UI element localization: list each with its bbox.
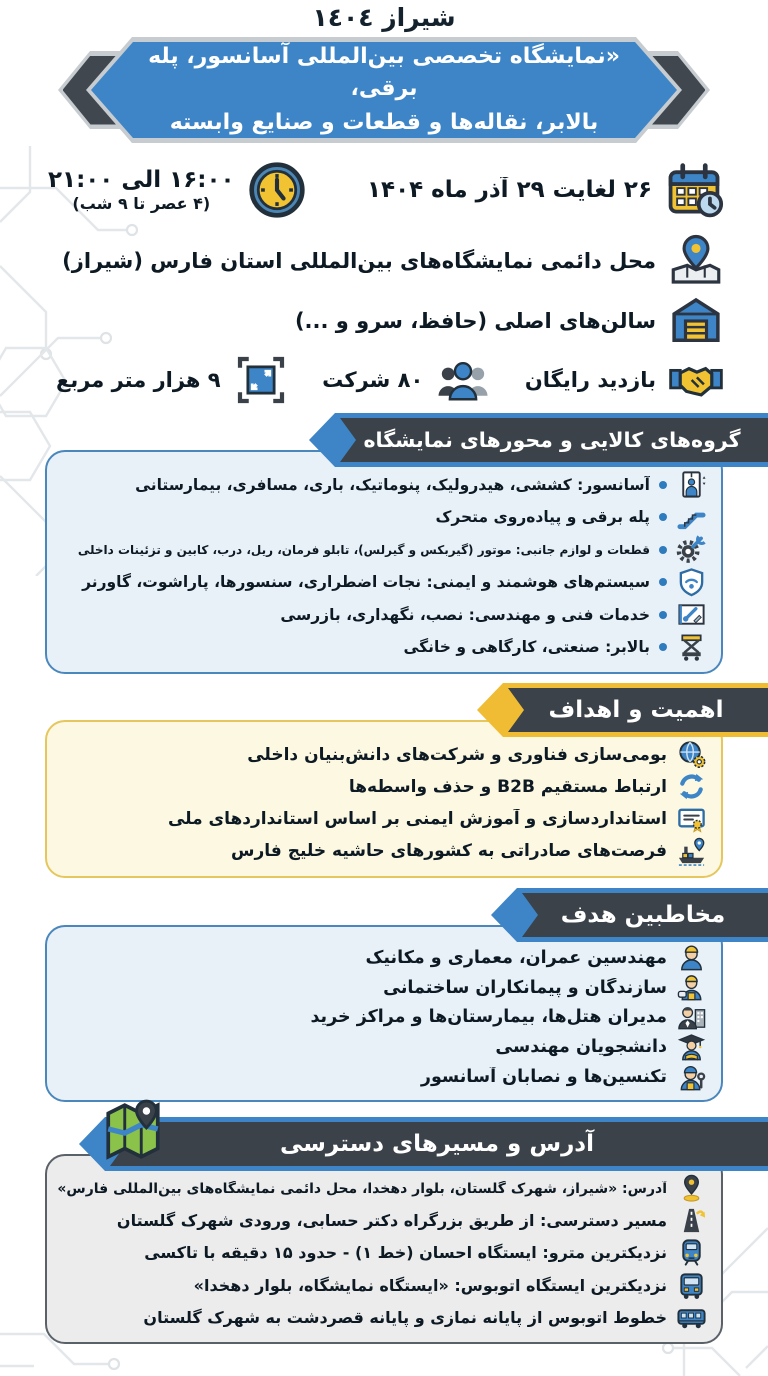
- page-title: شیراز ١٤٠٤: [312, 3, 456, 32]
- bullet-dot: [659, 481, 667, 489]
- list-item: [57, 1205, 707, 1236]
- list-item-text: بومی‌سازی فناوری و شرکت‌های دانش‌بنیان داخلی: [247, 744, 667, 765]
- free-visit-cluster: [525, 352, 724, 408]
- area-cluster: [56, 352, 289, 408]
- list-item: [57, 1062, 707, 1092]
- map-icon: [100, 1098, 166, 1164]
- list-item-text: نزدیکترین مترو: ایستگاه احسان (خط ۱) - حدود ۱۵ دقیقه با تاکسی: [144, 1243, 667, 1263]
- halls-cluster: [295, 293, 724, 349]
- time-cluster: [48, 160, 307, 220]
- list-item-text: مدیران هتل‌ها، بیمارستان‌ها و مراکز خرید: [310, 1007, 667, 1028]
- bullet-dot: [659, 578, 667, 586]
- export-ship-icon: [676, 836, 707, 867]
- scissor-lift-icon: [676, 632, 707, 663]
- technician-icon: [676, 1062, 707, 1093]
- halls-text: سالن‌های اصلی (حافظ، سرو و ...): [294, 309, 656, 333]
- student-icon: [676, 1032, 707, 1063]
- list-item-text: خدمات فنی و مهندسی: نصب، نگهداری، بازرسی: [280, 605, 650, 624]
- list-item-text: مسیر دسترسی: از طریق بزرگراه دکتر حسابی، ورودی شهرک گلستان: [116, 1211, 667, 1231]
- list-item-text: سیستم‌های هوشمند و ایمنی: نجات اضطراری، سنسورها، پاراشوت، گاورنر: [82, 573, 650, 592]
- bullet-dot: [659, 611, 667, 619]
- banner-title-line1: «نمایشگاه تخصصی بین‌المللی آسانسور، پله برقی،: [148, 44, 620, 101]
- area-text: ۹ هزار متر مربع: [56, 368, 221, 392]
- title-banner: [52, 37, 716, 143]
- list-item: [57, 1237, 707, 1268]
- elevator-icon: [676, 469, 707, 500]
- list-item-text: استانداردسازی و آموزش ایمنی بر اساس استانداردهای ملی: [167, 809, 667, 830]
- location-pin-icon: [668, 233, 724, 289]
- companies-icon: [435, 352, 491, 408]
- b2b-arrows-icon: [676, 771, 707, 802]
- list-item-text: پله برقی و پیاده‌روی متحرک: [435, 508, 650, 527]
- list-item: [57, 836, 707, 867]
- list-item-text: خطوط اتوبوس از پایانه نمازی و پایانه قصردشت به شهرک گلستان: [143, 1307, 667, 1327]
- list-item-text: قطعات و لوازم جانبی: موتور (گیربکس و گیرلس)، تابلو فرمان، ریل، درب، کابین و تزئینات داخلی: [77, 542, 650, 557]
- list-item-text: فرصت‌های صادراتی به کشورهای حاشیه خلیج فارس: [231, 841, 667, 862]
- list-item: [57, 567, 707, 598]
- companies-text: ۸۰ شرکت: [322, 368, 424, 392]
- section-header: [318, 418, 768, 462]
- list-item: [57, 599, 707, 630]
- list-item-text: مهندسین عمران، معماری و مکانیک: [365, 947, 667, 968]
- list-item: [57, 469, 707, 500]
- list-item-text: بالابر: صنعتی، کارگاهی و خانگی: [403, 638, 650, 657]
- list-item-text: تکنسین‌ها و نصابان آسانسور: [420, 1067, 667, 1088]
- venue-text: محل دائمی نمایشگاه‌های بین‌المللی استان فارس (شیراز): [62, 249, 656, 273]
- list-item: [57, 502, 707, 533]
- globe-gear-icon: [676, 739, 707, 770]
- clock-icon: [247, 160, 307, 220]
- metro-icon: [676, 1237, 707, 1268]
- warehouse-icon: [668, 293, 724, 349]
- list-item: [57, 771, 707, 802]
- list-item: [57, 1173, 707, 1204]
- bullet-dot: [659, 513, 667, 521]
- section-panel: [45, 1154, 723, 1344]
- list-item: [57, 1270, 707, 1301]
- list-item-text: دانشجویان مهندسی: [495, 1037, 667, 1058]
- time-text: ۱۶:۰۰ الی ۲۱:۰۰: [48, 167, 235, 193]
- section-panel: [45, 720, 723, 878]
- list-item-text: نزدیکترین ایستگاه اتوبوس: «ایستگاه نمایشگاه، بلوار دهخدا»: [193, 1275, 667, 1295]
- bus-icon: [676, 1270, 707, 1301]
- list-item: [57, 632, 707, 663]
- section-header: [486, 688, 768, 732]
- section-title: مخاطبین هدف: [560, 902, 726, 928]
- shield-icon: [676, 567, 707, 598]
- companies-cluster: [322, 352, 491, 408]
- section-panel: [45, 450, 723, 674]
- list-item: [57, 534, 707, 565]
- handshake-icon: [668, 352, 724, 408]
- list-item: [57, 1302, 707, 1333]
- pin-icon: [676, 1173, 707, 1204]
- list-item-text: ارتباط مستقیم B2B و حذف واسطه‌ها: [348, 776, 667, 797]
- bullet-dot: [659, 546, 667, 554]
- escalator-icon: [676, 502, 707, 533]
- list-item: [57, 804, 707, 835]
- list-item: [57, 943, 707, 973]
- contractor-icon: [676, 972, 707, 1003]
- section-header: [88, 1122, 768, 1166]
- banner-title-line2: بالابر، نقاله‌ها و قطعات و صنایع وابسته: [169, 110, 599, 135]
- gear-wrench-icon: [676, 534, 707, 565]
- certificate-icon: [676, 804, 707, 835]
- engineer-icon: [676, 942, 707, 973]
- list-item: [57, 973, 707, 1003]
- venue-cluster: [62, 233, 724, 289]
- time-note: (۴ عصر تا ۹ شب): [72, 194, 211, 213]
- section-title: گروه‌های کالایی و محورهای نمایشگاه: [363, 428, 741, 452]
- date-text: ۲۶ لغایت ۲۹ آذر ماه ۱۴۰۴: [367, 177, 652, 203]
- date-cluster: [367, 160, 724, 220]
- calendar-icon: [664, 160, 724, 220]
- free-visit-text: بازدید رایگان: [524, 368, 656, 392]
- section-header: [500, 893, 768, 937]
- list-item: [57, 1032, 707, 1062]
- section-title: آدرس و مسیرهای دسترسی: [280, 1131, 594, 1157]
- list-item-text: آسانسور: کششی، هیدرولیک، پنوماتیک، باری، مسافری، بیمارستانی: [135, 475, 650, 494]
- list-item: [57, 1003, 707, 1033]
- bus-side-icon: [676, 1302, 707, 1333]
- list-item-text: آدرس: «شیراز، شهرک گلستان، بلوار دهخدا، محل دائمی نمایشگاه‌های بین‌المللی فارس»: [57, 1180, 667, 1197]
- blueprint-icon: [676, 599, 707, 630]
- list-item: [57, 739, 707, 770]
- manager-icon: [676, 1002, 707, 1033]
- list-item-text: سازندگان و پیمانکاران ساختمانی: [383, 977, 667, 998]
- bullet-dot: [659, 643, 667, 651]
- section-title: اهمیت و اهداف: [548, 697, 724, 723]
- road-icon: [676, 1205, 707, 1236]
- area-icon: [233, 352, 289, 408]
- section-panel: [45, 925, 723, 1102]
